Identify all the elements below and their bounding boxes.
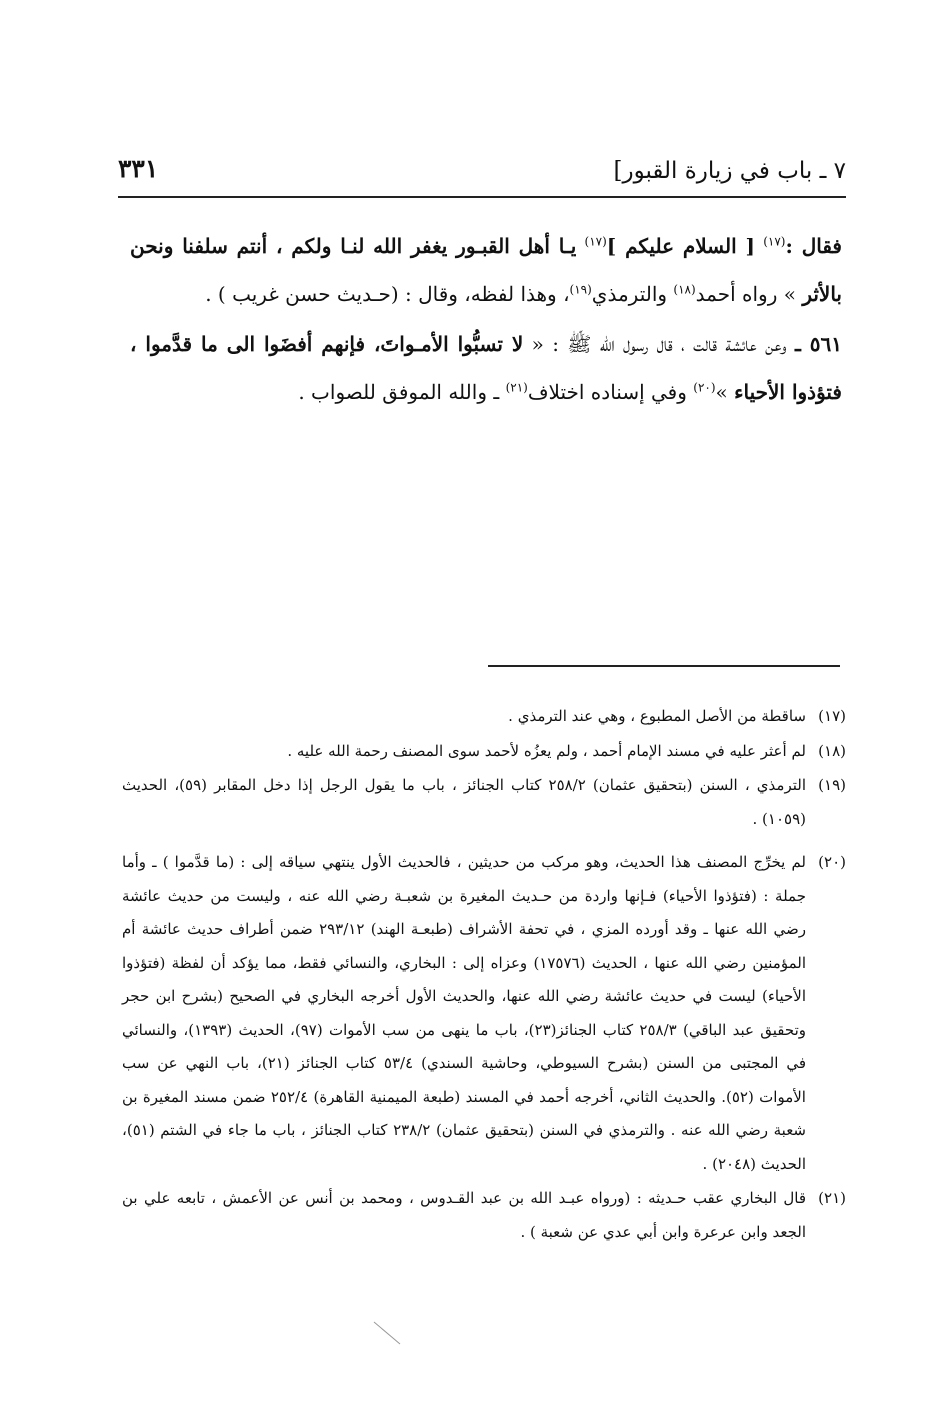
p1-closing: ، وهذا لفظه، وقال : (حـديث حسن غريب ) . [205, 282, 570, 306]
running-header [118, 152, 846, 198]
footnote-text: لم يخرِّج المصنف هذا الحديث، وهو مركب من حديثين ، فالحديث الأول ينتهي سياقه إلى : (ما قدَّموا ) ـ وأما جملة : (فتؤذوا الأحياء) فـإنها واردة من حـديث المغيرة بن شعبـة رضي الله عنه ، وليست من حديث عائشة رضي الله عنها ـ وقد أورده المزي ، في تحفة الأشراف (طبعـة الهند) ٢٩٣/١٢ ضمن أطراف حديث عائشة أم المؤمنين رضي الله عنها ، الحديث (١٧٥٧٦) وعزاه إلى : البخاري، والنسائي فقط، مما يؤكد أن لفظة (فتؤذوا الأحياء) ليست في حديث عائشة رضي الله عنها، والحديث الأول أخرجه البخاري في الصحيح (بشرح ابن حجر وتحقيق عبد الباقي) ٢٥٨/٣ كتاب الجنائز(٢٣)، باب ما ينهى من سب الأموات (٩٧)، الحديث (١٣٩٣)، والنسائي في المجتبى من السنن (بشرح السيوطي، وحاشية السندي) ٥٣/٤ كتاب الجنائز (٢١)، باب النهي عن سب الأموات (٥٢). والحديث الثاني، أخرجه أحمد في المسند (طبعة الميمنية القاهرة) ٢٥٢/٤ ضمن مسند المغيرة بن شعبة رضي الله عنه . والترمذي في السنن (بتحقيق عثمان) ٢٣٨/٢ كتاب الجنائز ، باب ما جاء في الشتم (٥١)، الحديث (٢٠٤٨) . [122, 853, 807, 1173]
p1-narrator: » رواه أحمد [695, 282, 796, 306]
footnote-18 [122, 735, 846, 769]
p2-hadith-text: لا تسبُّوا الأمـواتَ، فإنهم أفضَوا الى ما قدَّموا ، فتؤذوا الأحياء [130, 332, 842, 404]
paragraph-2 [130, 320, 842, 416]
footnote-ref-20: (٢٠) [693, 380, 716, 395]
footnote-20 [122, 846, 846, 1181]
paragraph-1 [130, 222, 842, 318]
p1-tirmidhi: والترمذي [591, 282, 668, 306]
footnotes [122, 700, 846, 1249]
footnote-17 [122, 700, 846, 734]
footnote-text: ساقطة من الأصل المطبوع ، وهي عند الترمذي . [508, 707, 806, 725]
p2-intro: وعن عائشة قالت ، قال رسول الله ﷺ : « [531, 332, 787, 356]
footnote-number: (٢٠) [818, 853, 846, 871]
p2-closing: ـ والله الموفق للصواب . [298, 380, 500, 404]
p1-bracketed: [ السلام عليكم ] [606, 234, 755, 258]
main-text [130, 222, 842, 416]
hadith-number: ٥٦١ ـ [794, 332, 843, 356]
footnote-text: لم أعثر عليه في مسند الإمام أحمد ، ولم يعزُه لأحمد سوى المصنف رحمة الله عليه . [287, 741, 806, 760]
footnote-ref-18: (١٨) [673, 282, 696, 297]
footnote-number: (٢١) [818, 1189, 846, 1207]
page-number: ٣٣١ [118, 154, 159, 183]
p2-quote-close: » [715, 380, 728, 404]
p2-isnad: وفي إسناده اختلاف [527, 380, 687, 404]
footnote-ref-17a: (١٧) [763, 234, 786, 249]
p1-intro: فقال : [785, 234, 842, 258]
footnote-ref-17b: (١٧) [584, 234, 607, 249]
footnote-text: قال البخاري عقب حـديثه : (ورواه عبـد الله بن عبد القـدوس ، ومحمد بن أنس عن الأعمش ، تابعه علي بن الجعد وابن عرعرة وابن أبي عدي عن شعبة ) . [122, 1189, 806, 1241]
footnote-number: (١٩) [818, 776, 846, 794]
footnote-19 [122, 769, 846, 836]
footnote-text: الترمذي ، السنن (بتحقيق عثمان) ٢٥٨/٢ كتاب الجنائز ، باب ما يقول الرجل إذا دخل المقابر (٥٩)، الحديث (١٠٥٩) . [122, 776, 806, 828]
footnote-number: (١٨) [818, 741, 846, 760]
footnote-ref-19: (١٩) [569, 282, 592, 297]
footnote-divider [488, 665, 840, 667]
footnote-number: (١٧) [818, 707, 846, 725]
chapter-title: ٧ ـ باب في زيارة القبور] [613, 158, 846, 184]
p1-hadith-text: يـا أهل القبـور يغفر الله لنـا ولكم ، أنتم سلفنا ونحن بالأثر [130, 234, 842, 306]
pen-mark [370, 1318, 410, 1348]
footnote-21 [122, 1182, 846, 1249]
footnote-ref-21: (٢١) [505, 380, 528, 395]
